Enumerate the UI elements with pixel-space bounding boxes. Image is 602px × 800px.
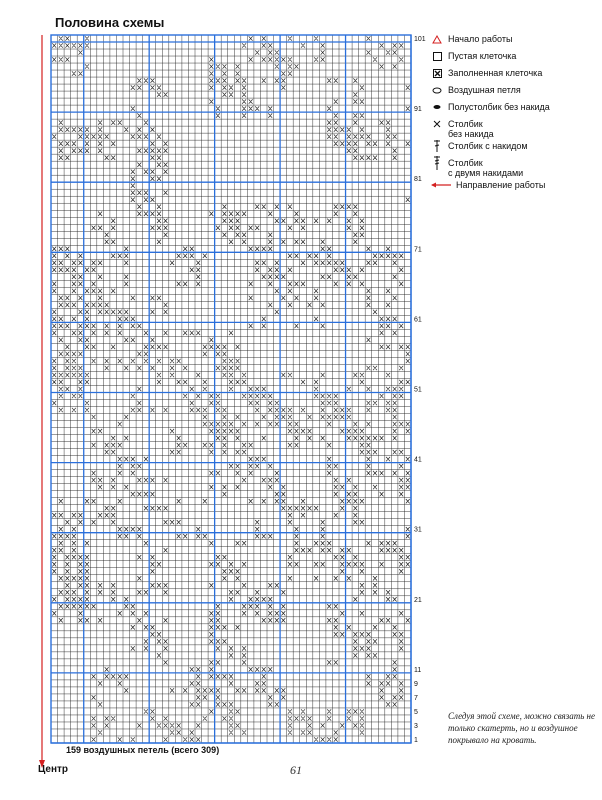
single-crochet-icon bbox=[430, 141, 444, 151]
legend-label: Полустолбик без накида bbox=[448, 102, 550, 112]
row-label: 3 bbox=[414, 723, 418, 730]
row-label: 9 bbox=[414, 680, 418, 688]
row-label: 31 bbox=[414, 526, 422, 534]
row-label: 71 bbox=[414, 246, 422, 254]
row-label: 7 bbox=[414, 694, 418, 702]
chart-title: Половина схемы bbox=[55, 15, 165, 30]
legend bbox=[430, 34, 600, 197]
legend-item-start bbox=[430, 34, 600, 51]
dot-icon bbox=[430, 102, 444, 112]
cross-icon bbox=[430, 119, 444, 129]
foundation-chain-label: 159 воздушных петель (всего 309) bbox=[66, 745, 220, 755]
row-label: 11 bbox=[414, 666, 422, 674]
row-label: 51 bbox=[414, 386, 422, 394]
legend-item-chain bbox=[430, 85, 600, 102]
row-label: 5 bbox=[414, 709, 418, 716]
legend-item-filled bbox=[430, 68, 600, 85]
legend-item-sc bbox=[430, 119, 600, 141]
legend-label: Направление работы bbox=[456, 180, 546, 190]
legend-label: Заполненная клеточка bbox=[448, 68, 543, 78]
row-label: 81 bbox=[414, 176, 422, 184]
legend-item-direction bbox=[430, 180, 600, 197]
legend-label: Начало работы bbox=[448, 34, 513, 44]
legend-item-tr bbox=[430, 158, 600, 180]
triangle-icon bbox=[430, 34, 444, 44]
row-label: 1 bbox=[414, 737, 418, 744]
legend-label: Столбик с двумя накидами bbox=[448, 158, 524, 178]
page-number: 61 bbox=[290, 763, 302, 777]
row-label: 61 bbox=[414, 316, 422, 324]
double-crochet-icon bbox=[430, 158, 444, 168]
red-arrow-icon bbox=[430, 180, 452, 190]
legend-label: Столбик с накидом bbox=[448, 141, 528, 151]
oval-icon bbox=[430, 85, 444, 95]
legend-item-dc bbox=[430, 141, 600, 158]
note-text: Следуя этой схеме, можно связать не только скатерть, но и воздушное покрывало на кровать. bbox=[448, 711, 596, 745]
legend-item-slip bbox=[430, 102, 600, 119]
row-label: 101 bbox=[414, 36, 426, 43]
empty-square-icon bbox=[430, 51, 444, 61]
row-label: 41 bbox=[414, 456, 422, 464]
legend-item-empty bbox=[430, 51, 600, 68]
legend-label: Столбик без накида bbox=[448, 119, 494, 139]
row-label: 91 bbox=[414, 106, 422, 114]
legend-label: Пустая клеточка bbox=[448, 51, 517, 61]
filled-square-icon bbox=[430, 68, 444, 78]
row-label: 21 bbox=[414, 596, 422, 604]
center-label: Центр bbox=[38, 764, 69, 775]
legend-label: Воздушная петля bbox=[448, 85, 521, 95]
